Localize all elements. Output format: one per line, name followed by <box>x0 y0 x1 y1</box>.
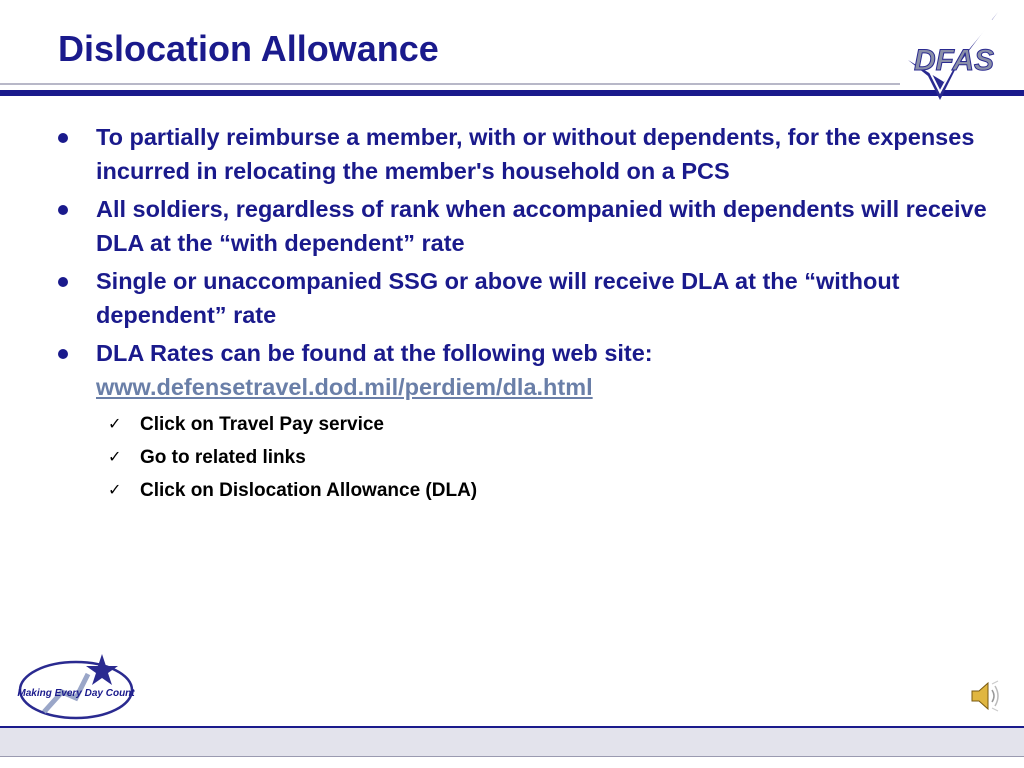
title-underline-thick <box>0 90 1024 96</box>
bullet-dot-icon <box>58 133 68 143</box>
speaker-icon[interactable] <box>968 678 1004 714</box>
slide-body <box>58 120 988 507</box>
bullet-item <box>58 120 988 188</box>
bullet-item <box>58 264 988 332</box>
sub-item-text: Click on Travel Pay service <box>140 414 384 435</box>
bullet-dot-icon <box>58 205 68 215</box>
making-every-day-count-logo-icon <box>14 652 144 724</box>
slide-title: Dislocation Allowance <box>58 28 439 69</box>
checkmark-icon: ✓ <box>108 482 122 499</box>
bullet-item-dla-rates <box>58 336 988 404</box>
bullet-dot-icon <box>58 349 68 359</box>
dfas-logo-text: DFAS <box>913 44 995 77</box>
sub-item <box>58 474 988 507</box>
bullet-dot-icon <box>58 277 68 287</box>
bullet-item <box>58 192 988 260</box>
sub-item <box>58 408 988 441</box>
dla-rates-link[interactable]: www.defensetravel.dod.mil/perdiem/dla.html <box>96 374 593 400</box>
footer-bar <box>0 726 1024 757</box>
dfas-logo-icon <box>900 8 1000 104</box>
bullet-text: DLA Rates can be found at the following web site: <box>96 340 653 366</box>
bullet-text: All soldiers, regardless of rank when accompanied with dependents will receive DLA at the “with dependent” rate <box>96 196 987 256</box>
logo-tagline: Making Every Day Count <box>17 688 135 699</box>
checkmark-icon: ✓ <box>108 449 122 466</box>
sub-list <box>58 408 988 507</box>
bullet-text: Single or unaccompanied SSG or above will receive DLA at the “without dependent” rate <box>96 268 900 328</box>
checkmark-icon: ✓ <box>108 416 122 433</box>
sub-item <box>58 441 988 474</box>
bullet-text: To partially reimburse a member, with or without dependents, for the expenses incurred in relocating the member's household on a PCS <box>96 124 975 184</box>
sub-item-text: Go to related links <box>140 447 306 468</box>
title-underline-thin <box>0 83 900 85</box>
sub-item-text: Click on Dislocation Allowance (DLA) <box>140 480 478 501</box>
